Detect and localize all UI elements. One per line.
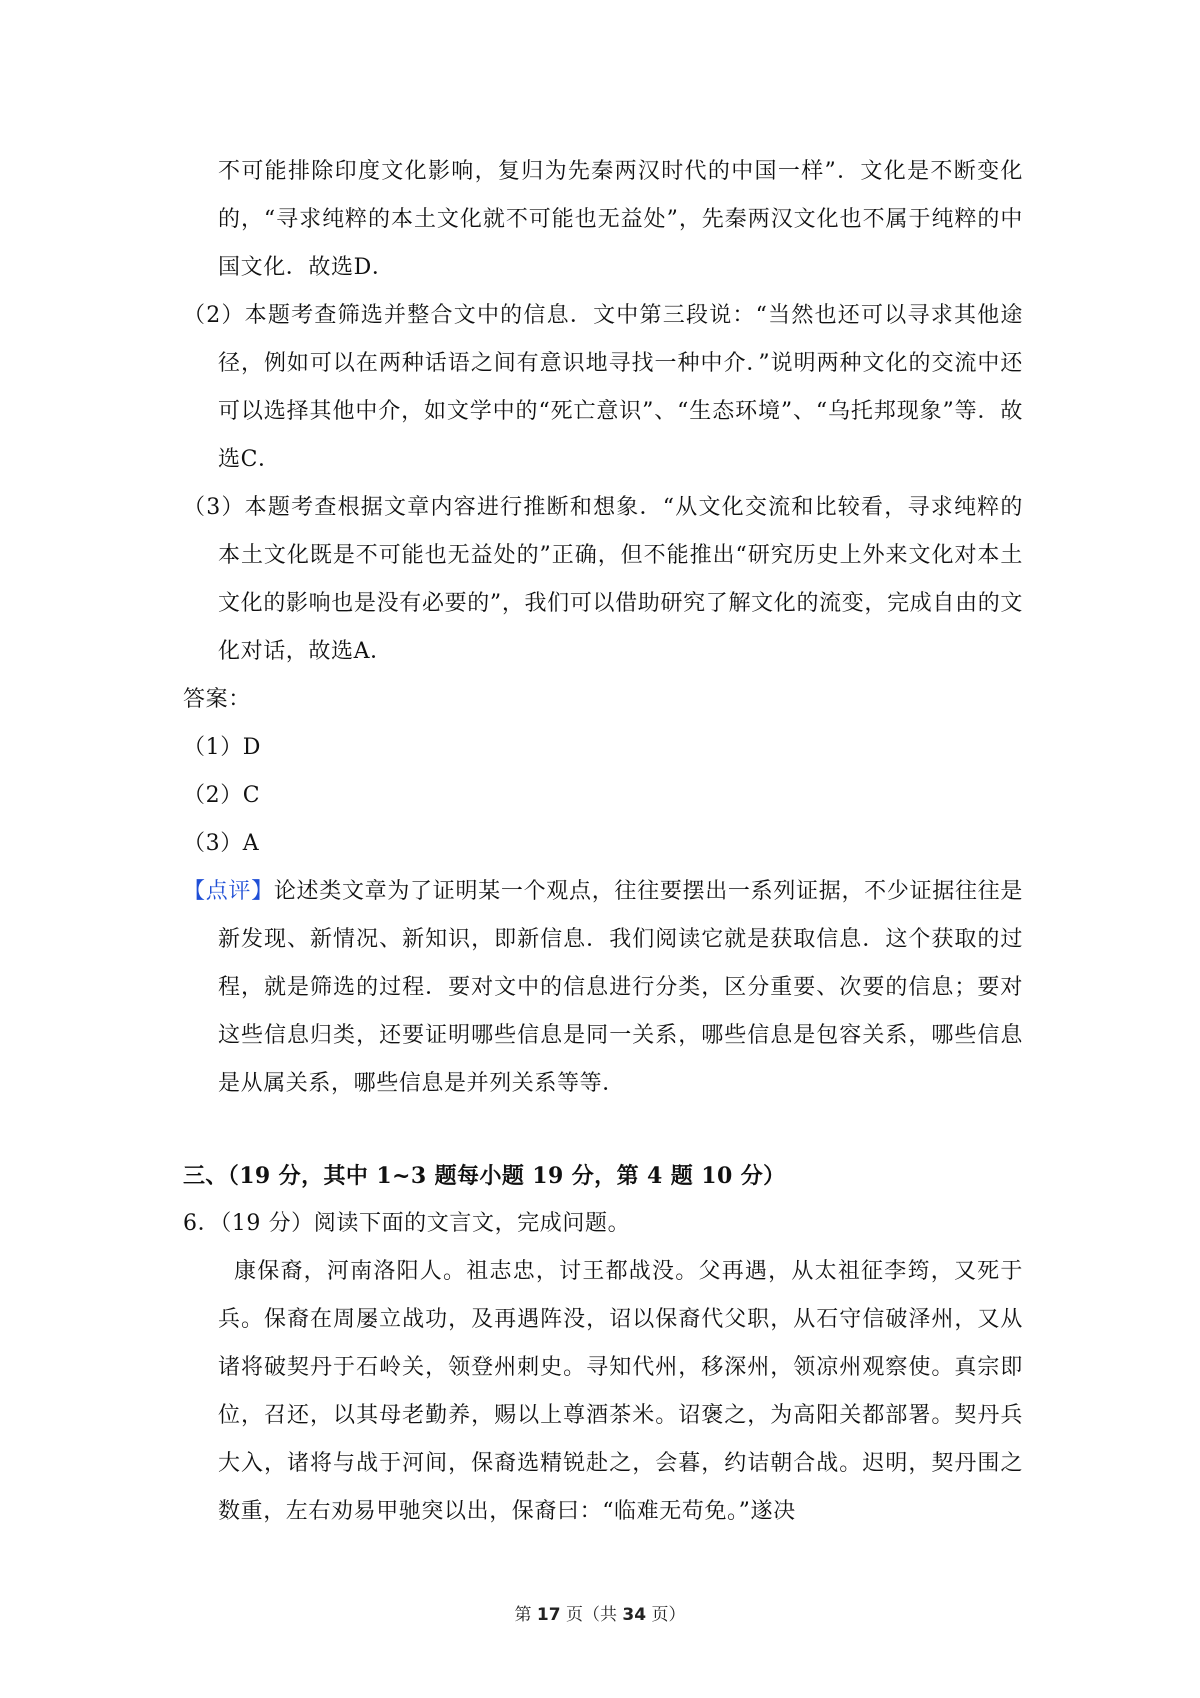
question-stem: 6．（19 分）阅读下面的文言文，完成问题。 — [183, 1211, 631, 1236]
footer-page-number: 17 — [536, 1605, 561, 1625]
footer-total-pages: 34 — [622, 1605, 647, 1625]
analysis-continuation: 不可能排除印度文化影响，复归为先秦两汉时代的中国一样”．文化是不断变化的，“寻求纯粹的本土文化就不可能也无益处”，先秦两汉文化也不属于纯粹的中国文化．故选D． — [218, 159, 1023, 280]
answer-item-2: （2）C — [183, 783, 261, 808]
footer-middle: 页（共 — [560, 1605, 623, 1625]
page-footer — [0, 1603, 1200, 1627]
section-spacer — [183, 1108, 1023, 1152]
answer-label: 答案： — [183, 687, 251, 712]
answer-item-3: （3）A — [183, 831, 260, 856]
page-content — [183, 148, 1023, 1536]
comment-tag: 【点评】 — [183, 879, 274, 904]
classical-passage: 康保裔，河南洛阳人。祖志忠，讨王都战没。父再遇，从太祖征李筠，又死于兵。保裔在周屡立战功，及再遇阵没，诏以保裔代父职，从石守信破泽州，又从诸将破契丹于石岭关，领登州刺史。寻知代州，移深州，领凉州观察使。真宗即位，召还，以其母老勤养，赐以上尊酒茶米。诏褒之，为高阳关都部署。契丹兵大入，诸将与战于河间，保裔选精锐赴之，会暮，约诘朝合战。迟明，契丹围之数重，左右劝易甲驰突以出，保裔曰：“临难无苟免。”遂决 — [218, 1259, 1023, 1524]
footer-suffix: 页） — [646, 1605, 686, 1625]
footer-prefix: 第 — [514, 1605, 537, 1625]
comment-text: 论述类文章为了证明某一个观点，往往要摆出一系列证据，不少证据往往是新发现、新情况、新知识，即新信息．我们阅读它就是获取信息．这个获取的过程，就是筛选的过程．要对文中的信息进行分类，区分重要、次要的信息；要对这些信息归类，还要证明哪些信息是同一关系，哪些信息是包容关系，哪些信息是从属关系，哪些信息是并列关系等等． — [218, 879, 1023, 1096]
answer-item-1: （1）D — [183, 735, 262, 760]
analysis-item-3: （3）本题考查根据文章内容进行推断和想象．“从文化交流和比较看，寻求纯粹的本土文化既是不可能也无益处的”正确，但不能推出“研究历史上外来文化对本土文化的影响也是没有必要的”，我们可以借助研究了解文化的流变，完成自由的文化对话，故选A． — [183, 495, 1023, 664]
analysis-item-2: （2）本题考查筛选并整合文中的信息．文中第三段说：“当然也还可以寻求其他途径，例如可以在两种话语之间有意识地寻找一种中介．”说明两种文化的交流中还可以选择其他中介，如文学中的“死亡意识”、“生态环境”、“乌托邦现象”等．故选C． — [183, 303, 1023, 472]
comment-paragraph — [183, 868, 1023, 1108]
section-heading: 三、（19 分，其中 1~3 题每小题 19 分，第 4 题 10 分） — [183, 1163, 786, 1189]
